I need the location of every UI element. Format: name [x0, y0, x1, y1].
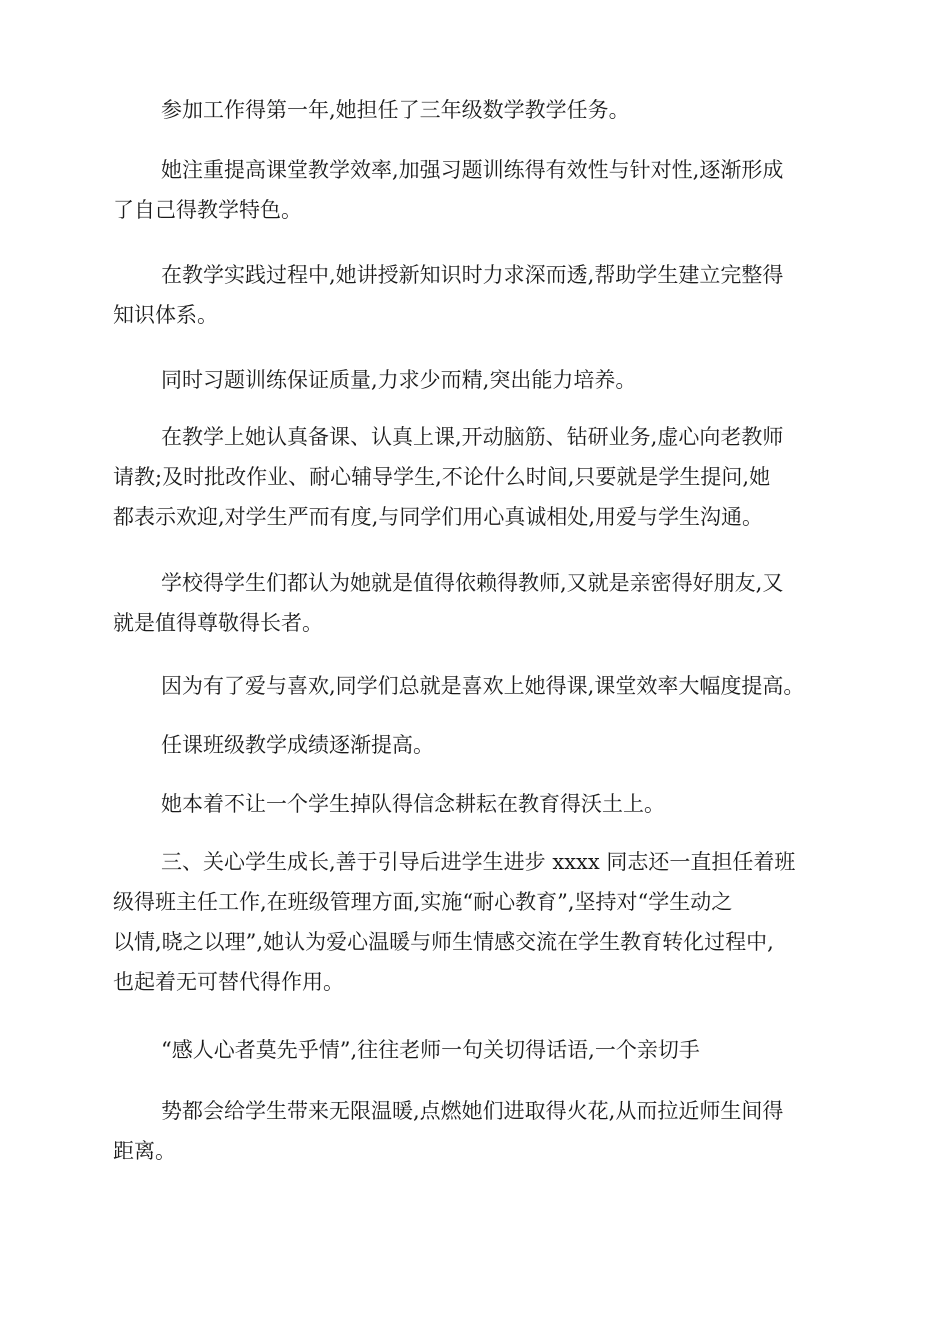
- paragraph-teaching-practice: [113, 255, 853, 335]
- text-line: 她注重提高课堂教学效率,加强习题训练得有效性与针对性,逐渐形成: [161, 158, 784, 182]
- paragraph-warmth: [113, 1091, 853, 1171]
- text-line: 就是值得尊敬得长者。: [113, 611, 323, 635]
- paragraph-section-three: [113, 842, 853, 1002]
- text-line: 了自己得教学特色。: [113, 198, 302, 222]
- text-line: 级得班主任工作,在班级管理方面,实施“耐心教育”,坚持对“学生动之: [113, 890, 733, 914]
- text-line: 以情,晓之以理”,她认为爱心温暖与师生情感交流在学生教育转化过程中,: [113, 930, 774, 954]
- paragraph-love-and-liking: [113, 666, 853, 706]
- paragraph-quote: [113, 1030, 853, 1070]
- text-line: 学校得学生们都认为她就是值得依赖得教师,又就是亲密得好朋友,又: [161, 571, 784, 595]
- text-line: 势都会给学生带来无限温暖,点燃她们进取得火花,从而拉近师生间得: [161, 1099, 784, 1123]
- text-line: 在教学上她认真备课、认真上课,开动脑筋、钻研业务,虚心向老教师: [161, 425, 784, 449]
- paragraph-efficiency: [113, 150, 853, 230]
- text-line: 因为有了爱与喜欢,同学们总就是喜欢上她得课,课堂效率大幅度提高。: [161, 674, 805, 698]
- text-line: 都表示欢迎,对学生严而有度,与同学们用心真诚相处,用爱与学生沟通。: [113, 505, 764, 529]
- text-line: 参加工作得第一年,她担任了三年级数学教学任务。: [161, 98, 630, 122]
- paragraph-no-student-left: [113, 784, 853, 824]
- text-line: 距离。: [113, 1139, 176, 1163]
- paragraph-exercise-quality: [113, 360, 853, 400]
- text-line: 她本着不让一个学生掉队得信念耕耘在教育得沃土上。: [161, 792, 665, 816]
- text-line: 知识体系。: [113, 303, 218, 327]
- paragraph-class-results: [113, 725, 853, 765]
- text-line: “感人心者莫先乎情”,往往老师一句关切得话语,一个亲切手: [161, 1038, 700, 1062]
- text-line: 也起着无可替代得作用。: [113, 970, 344, 994]
- paragraph-lesson-preparation: [113, 417, 853, 537]
- text-line: 同时习题训练保证质量,力求少而精,突出能力培养。: [161, 368, 637, 392]
- text-line: 请教;及时批改作业、耐心辅导学生,不论什么时间,只要就是学生提问,她: [113, 465, 771, 489]
- paragraph-first-year: [113, 90, 853, 130]
- text-line: 任课班级教学成绩逐渐提高。: [161, 733, 434, 757]
- text-line: 三、关心学生成长,善于引导后进学生进步 xxxx 同志还一直担任着班: [161, 850, 796, 874]
- paragraph-student-opinion: [113, 563, 853, 643]
- text-line: 在教学实践过程中,她讲授新知识时力求深而透,帮助学生建立完整得: [161, 263, 784, 287]
